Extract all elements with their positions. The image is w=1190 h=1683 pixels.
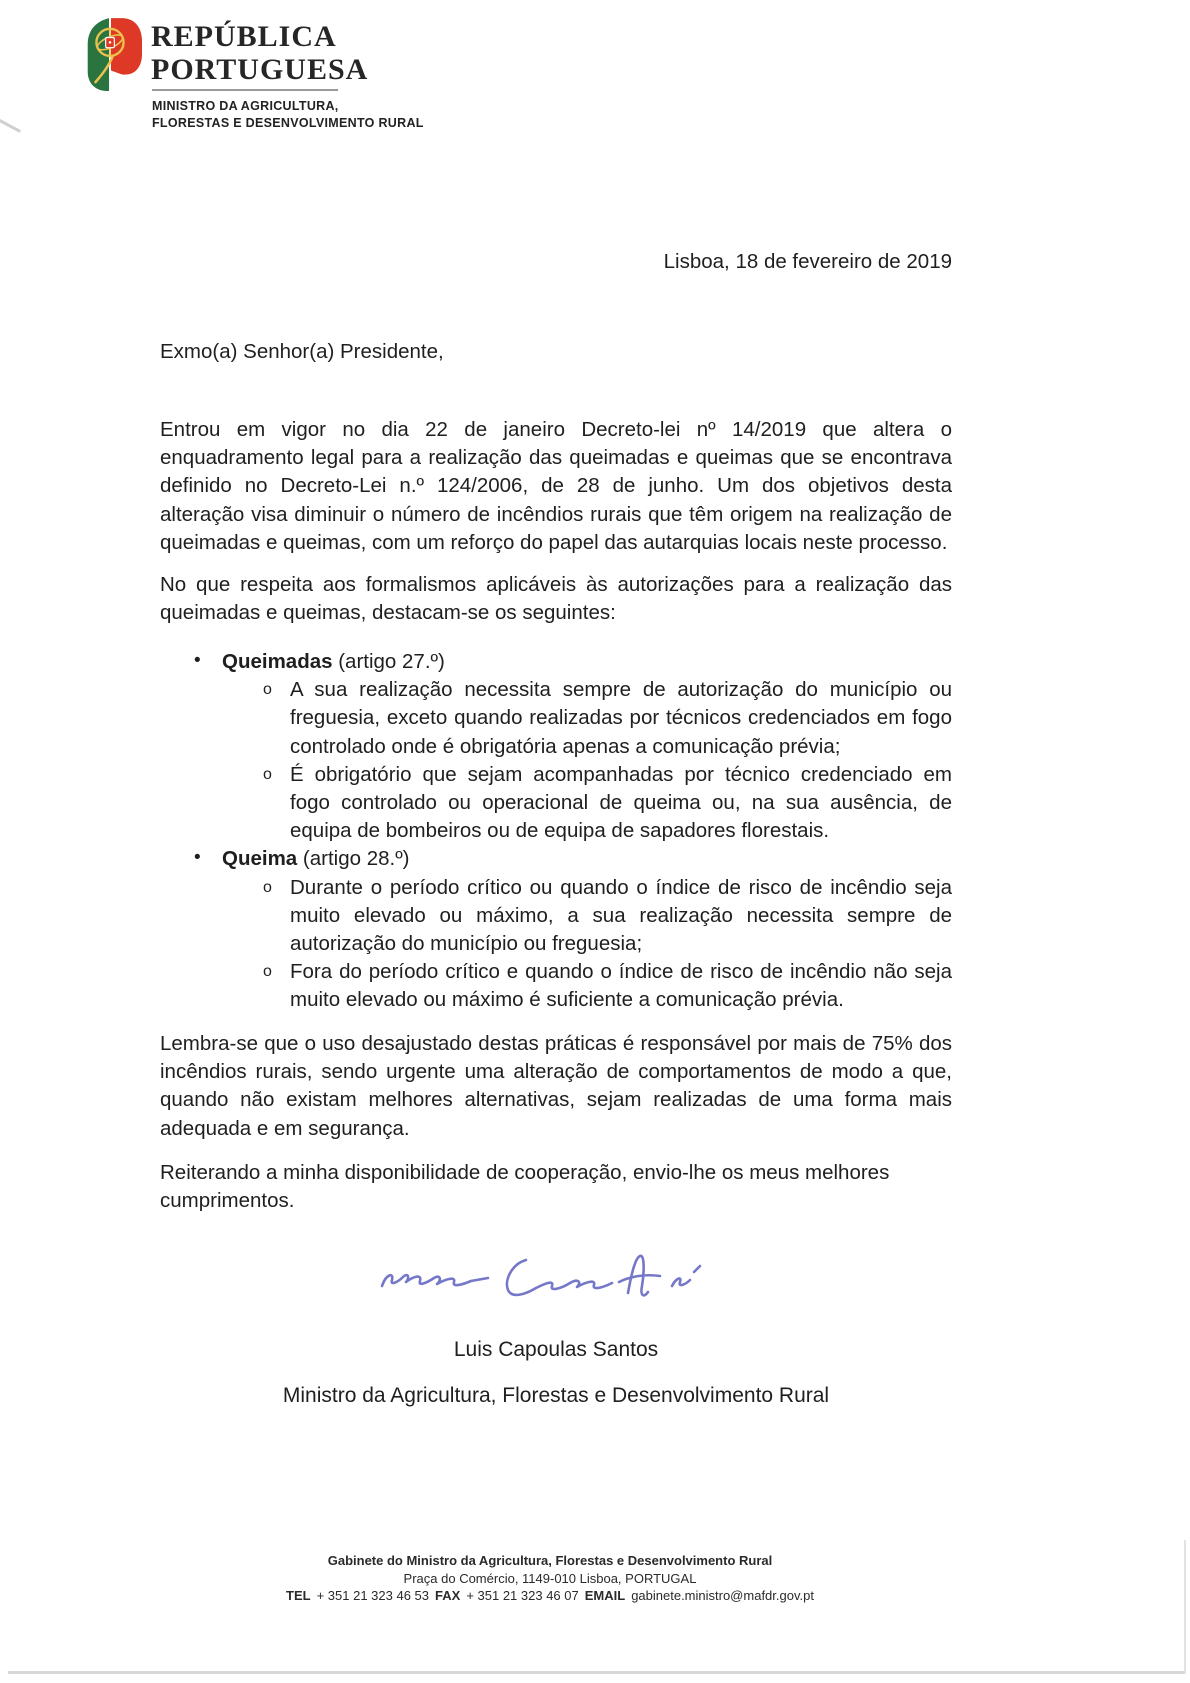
list-term: Queimadas bbox=[222, 650, 333, 673]
sub-list-item bbox=[222, 874, 952, 959]
footer-address: Praça do Comércio, 1149-010 Lisboa, PORTUGAL bbox=[403, 1570, 697, 1586]
dateline: Lisboa, 18 de fevereiro de 2019 bbox=[663, 250, 952, 273]
brand-line1: REPÚBLICA bbox=[151, 20, 337, 53]
sub-item-text: A sua realização necessita sempre de autorização do município ou freguesia, exceto quando realizadas por técnicos credenciados em fogo controlado onde é obrigatória apenas a comunicação prévia; bbox=[290, 678, 952, 758]
circle-bullet-icon: o bbox=[263, 963, 272, 981]
email-label: EMAIL bbox=[584, 1588, 626, 1603]
list-term-suffix: (artigo 27.º) bbox=[332, 650, 445, 673]
footer-contacts bbox=[0, 1587, 1100, 1605]
bullet-icon: • bbox=[194, 847, 201, 869]
paragraph-formalisms: No que respeita aos formalismos aplicáveis às autorizações para a realização das queimadas e queimas, destacam-se os seguintes: bbox=[160, 573, 952, 625]
paragraph-intro: Entrou em vigor no dia 22 de janeiro Decreto-lei nº 14/2019 que altera o enquadramento legal para a realização das queimadas e queimas que se encontrava definido no Decreto-Lei n.º 124/2006, de 28 de junho. Um dos objetivos desta alteração visa diminuir o número de incêndios rurais que têm origem na realização de queimadas e queimas, com um reforço do papel das autarquias locais neste processo. bbox=[160, 418, 952, 554]
list-item-queimadas bbox=[160, 648, 952, 845]
list-term: Queima bbox=[222, 847, 298, 871]
fax-value: + 351 21 323 46 07 bbox=[466, 1588, 579, 1603]
bullet-list bbox=[160, 648, 952, 1015]
brand-title bbox=[151, 20, 368, 86]
signatory-title: Ministro da Agricultura, Florestas e Desenvolvimento Rural bbox=[282, 1384, 830, 1407]
scan-edge-right bbox=[1184, 1540, 1186, 1674]
tel-value: + 351 21 323 46 53 bbox=[316, 1588, 430, 1603]
email-value: gabinete.ministro@mafdr.gov.pt bbox=[631, 1588, 814, 1603]
brand-divider bbox=[152, 89, 338, 91]
circle-bullet-icon: o bbox=[263, 765, 272, 783]
tel-label: TEL bbox=[286, 1588, 311, 1603]
footer bbox=[0, 1552, 1100, 1605]
signature-ink bbox=[160, 1246, 952, 1315]
list-item-heading bbox=[222, 648, 952, 676]
sub-list-item bbox=[222, 761, 952, 846]
salutation: Exmo(a) Senhor(a) Presidente, bbox=[160, 340, 444, 363]
ministry-line2: FLORESTAS E DESENVOLVIMENTO RURAL bbox=[152, 115, 424, 130]
sub-item-text: Durante o período crítico ou quando o índice de risco de incêndio seja muito elevado ou máximo, a sua realização necessita sempre de autorização do município ou freguesia; bbox=[290, 875, 952, 956]
bullet-icon: • bbox=[194, 650, 201, 671]
paragraph-reminder: Lembra-se que o uso desajustado destas práticas é responsável por mais de 75% dos incêndios rurais, sendo urgente uma alteração de comportamentos de modo a que, quando não existam melhores alternativas, sejam realizadas de uma forma mais adequada e em segurança. bbox=[160, 1032, 952, 1140]
scan-edge-bottom bbox=[8, 1671, 1186, 1674]
footer-office: Gabinete do Ministro da Agricultura, Florestas e Desenvolvimento Rural bbox=[327, 1553, 773, 1568]
signatory-name: Luis Capoulas Santos bbox=[453, 1338, 659, 1361]
list-item-queima bbox=[160, 845, 952, 1014]
list-item-heading bbox=[222, 845, 952, 873]
closing-sentence: Reiterando a minha disponibilidade de cooperação, envio-lhe os meus melhores cumprimentos. bbox=[160, 1161, 890, 1213]
sub-list-item bbox=[222, 676, 952, 761]
fax-label: FAX bbox=[435, 1588, 461, 1603]
brand-line2: PORTUGUESA bbox=[151, 53, 369, 86]
sub-item-text: É obrigatório que sejam acompanhadas por técnico credenciado em fogo controlado ou operacional de queima ou, na sua ausência, de equipa de bombeiros ou de equipa de sapadores florestais. bbox=[290, 762, 952, 843]
list-term-suffix: (artigo 28.º) bbox=[297, 847, 410, 871]
scan-artifact-top-left bbox=[0, 118, 21, 133]
circle-bullet-icon: o bbox=[263, 878, 272, 896]
ministry-name bbox=[152, 98, 424, 131]
sub-list-item bbox=[222, 958, 952, 1014]
republica-portuguesa-flag-icon bbox=[78, 14, 142, 94]
sub-item-text: Fora do período crítico e quando o índice de risco de incêndio não seja muito elevado ou máximo é suficiente a comunicação prévia. bbox=[290, 960, 952, 1012]
ministry-line1: MINISTRO DA AGRICULTURA, bbox=[152, 99, 339, 113]
circle-bullet-icon: o bbox=[263, 681, 272, 699]
